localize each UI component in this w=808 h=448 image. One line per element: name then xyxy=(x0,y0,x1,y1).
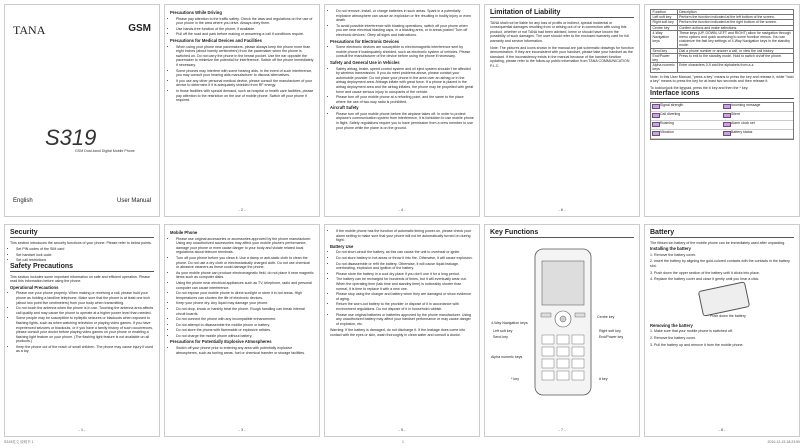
list-item: • Keep your phone dry. Any liquid may damage your phone. xyxy=(176,301,314,306)
list-item: • Some phones may interfere with some hearing aids. In the event of such interference, you may consult your hearing aids manufacturer to discuss alternatives. xyxy=(176,69,314,78)
list-item: • Please use original batteries or batteries approved by the phone manufacturer. Using any unauthorized battery may affect your handset performance or may cause danger of explosion, etc. xyxy=(336,313,474,327)
section-title: Mobile Phone xyxy=(170,230,198,235)
paragraph: Note: The pictures and icons shown in the manual are just schematic drawings for function demonstration. If they are inconsistent with your handset, please take your handset as the standard. If the inconsistency exists in the manual because of the handset function updating, please refer to the follow-up public information from TANA COMMUNICATION P.L.C. xyxy=(490,45,634,68)
table-header: Function xyxy=(651,10,678,15)
figure-caption: Push down the battery xyxy=(710,313,746,318)
list-item: • Do not attempt to disassemble the mobile phone or battery. xyxy=(176,323,314,328)
section-title: Operational Precautions xyxy=(10,284,59,290)
page-number: - 1 - xyxy=(78,427,86,433)
label-right-soft-key: Right soft key xyxy=(599,329,621,333)
cover-model: S319 xyxy=(45,125,97,150)
list-item: • Return the worn-out battery to the provider or dispose of it in accordance with environment regulations. Do not dispose of it in household rubbish. xyxy=(336,302,474,311)
left-soft-key xyxy=(541,313,551,317)
list-item: • Do not store battery in hot areas or throw it into fire. Otherwise, it will cause explosion. xyxy=(336,256,474,261)
paragraph: TANA shall not be liable for any loss of profits or indirect, special incidental or consequential damages resulting from or arising out of or in connection with using this product, whether or not TANA had been advised, knew or should have known the possibility of such damages. The user should refer to the enclosed warranty card for full warranty and service information. xyxy=(490,20,629,43)
label-left-soft-key: Left soft key xyxy=(493,329,513,333)
step: 2. Remove the battery cover. xyxy=(650,335,696,340)
page-1 xyxy=(4,224,160,437)
section-title: Precautions for Medical Devices and Facilities xyxy=(170,37,262,43)
list-item: • Set PIN codes of the SIM card xyxy=(16,247,154,252)
print-footer-center: 1 xyxy=(402,440,404,444)
section-heading: Battery xyxy=(650,231,794,238)
print-footer-right: 2010-12-15 18:23:50 xyxy=(767,440,800,444)
page-number: - 4 - xyxy=(398,207,406,213)
step: 3. Push down the upper section of the battery until it clicks into place. xyxy=(650,270,760,275)
cover-manual-label: User Manual xyxy=(116,198,151,204)
paragraph: This section introduces the security functions of your phone. Please refer to below points. xyxy=(10,240,152,245)
page-number: - 8 - xyxy=(718,427,726,433)
list-item: • Some electronic devices are susceptible to electromagnetic interference sent by mobile phone if inadequately shielded, such as electronic system of vehicles. Please consult the manufacturer of the device before using the phone if necessary. xyxy=(336,45,474,59)
step: 4. Replace the battery cover and close it gently until you hear a click. xyxy=(650,277,760,282)
section-heading: Key Functions xyxy=(490,231,634,238)
page-number: - 2 - xyxy=(238,207,246,213)
paragraph: This section includes some important information on safe and efficient operation. Please read this information before using the phone. xyxy=(10,274,150,284)
list-item: • Use hands-free function of the phone, if available. xyxy=(176,27,314,32)
list-item: • If you use any other personal medical device, please consult the manufacturer of your device to determine if it is adequately shielded from RF energy. xyxy=(176,79,314,88)
list-item: • Please use your phone properly. When making or receiving a call, please hold your phone as holding a landline telephone. Make sure that the phone is at least one inch (about two point five centimeters) from your body when transmitting. xyxy=(16,291,154,305)
table-row: 4-Way Navigation keys These keys (UP, DOWN, LEFT and RIGHT) allow for navigation through menu options and quick accessing to some function menus. You can customize the fast key settings of 4-Way Navigation keys in the standby mode. xyxy=(651,30,794,48)
list-item: • Please store the battery in a cool dry place if you don't use it for a long period. xyxy=(336,272,474,277)
section-title: Installing the battery xyxy=(650,246,691,252)
page-8 xyxy=(644,224,800,437)
table-row: Send key Dial a phone number or answer a call, or view the call history. xyxy=(651,48,794,53)
paragraph: Note: In this User Manual, "press a key" means to press the key and release it, while "hold a key" means to press the key for at least two seconds and then release it. xyxy=(650,74,794,84)
step: 3. Pull the battery up and remove it from the mobile phone. xyxy=(650,342,744,347)
phone-diagram xyxy=(533,247,593,397)
list-item: • Please turn off your mobile phone at a refueling point, and the same to the place where the use of two-way radio is prohibited. xyxy=(336,95,474,104)
step: 1. Remove the battery cover. xyxy=(650,252,696,257)
section-heading: Security xyxy=(10,231,154,238)
page-number: - 3 - xyxy=(238,427,246,433)
list-item: • Keep the phone out of the reach of small children. The phone may cause injury if used as a toy. xyxy=(16,345,154,354)
section-heading: Limitation of Liability xyxy=(490,11,634,18)
page-4 xyxy=(324,4,480,217)
list-item: • Safety airbag, brake, speed control system and oil eject system shouldn't be affected by wireless transmission. If you do meet problems above, please contact your automobile provider. Do not place your phone in the area over an airbag or in the airbag deployment area. Airbags inflate with great force. If a phone is placed in the airbag deployment area and the airbag inflates, the phone may be propelled with great force and cause serious injury to occupants of the vehicle. xyxy=(336,67,474,95)
section-title: Battery Use xyxy=(330,243,354,249)
list-item: • Do not disassemble or refit the battery. Otherwise, it will cause liquid leakage, overheating, explosion and ignition of the battery. xyxy=(336,262,474,271)
section-heading: Interface icons xyxy=(650,92,794,99)
section-title: Safety and General Use in Vehicles xyxy=(330,59,400,65)
list-item: • Do not connect the phone with any incompatible enhancement. xyxy=(176,317,314,322)
list-item: • Do not drop, knock or harshly treat the phone. Rough handling can break internal circuit boards. xyxy=(176,307,314,316)
section-heading: Safety Precautions xyxy=(10,265,154,272)
list-item: • Do not store the phone with flammable or explosive articles. xyxy=(176,328,314,333)
battery-illustration xyxy=(698,281,750,316)
list-item: • In those facilities with special demand, such as hospital or health care facilities, please pay attention to the restriction on the use of mobile phone. Switch off your phone if required. xyxy=(176,89,314,103)
page-number: - 6 - xyxy=(558,207,566,213)
section-title: Precautions for Potentially Explosive Atmospheres xyxy=(170,339,272,345)
paragraph: The lithium ion battery of the mobile phone can be immediately used after unpacking. xyxy=(650,240,786,245)
step: 1. Make sure that your mobile phone is switched off. xyxy=(650,329,733,334)
section-title: Removing the battery xyxy=(650,322,693,328)
list-item: • If the mobile phone has the function of automatic timing power-on, please check your alarm setting to make sure that your phone will not be automatically turned on during flight. xyxy=(336,229,474,243)
function-table xyxy=(650,9,794,73)
label-end-key: End/Power key xyxy=(599,335,624,339)
list-item: • To avoid possible interference with blasting operations, switch off your phone when you are near electrical blasting caps, in a blasting area, or in areas posted 'Turn off electronic devices.' Obey all signs and instructions. xyxy=(336,24,474,38)
section-title: Precautions for Electronic Devices xyxy=(330,38,400,44)
list-item: • Using the phone near electrical appliances such as TV, telephone, radio and personal computer can cause interference. xyxy=(176,281,314,290)
centre-key xyxy=(560,316,566,322)
page-number: - 7 - xyxy=(558,427,566,433)
list-item: • Pull off the road and park before making or answering a call if conditions require. xyxy=(176,32,314,37)
list-item: • Do not expose your mobile phone to direct sunlight or store it in hot areas. High temperatures can shorten the life of electronic devices. xyxy=(176,291,314,300)
list-item: • When using your phone near pacemakers, please always keep the phone more than eight inches (about twenty centimeters) from the pacemaker when the phone is switched on. Do not carry the phone in the breast pocket. Use the ear opposite the pacemaker to minimize the potential for interference. Switch off the phone immediately if necessary. xyxy=(176,45,314,68)
list-item: • Do not remove, install, or charge batteries in such areas. Spark in a potentially explosive atmosphere can cause an explosion or fire resulting in bodily injury or even death. xyxy=(336,9,474,23)
page-number: - 5 - xyxy=(398,427,406,433)
cover-subtitle: GSM Dual-band Digital Mobile Phone xyxy=(75,149,135,153)
section-title: Aircraft Safety xyxy=(330,105,359,111)
table-row: Left soft key Perform the function indicated at the left bottom of the screen. xyxy=(651,15,794,20)
label-send-key: Send key xyxy=(493,335,508,339)
right-soft-key xyxy=(575,313,585,317)
page-7 xyxy=(484,224,640,437)
list-item: • Turn off your phone before you clean it. Use a damp or anti-static cloth to clean the phone. Do not use a dry cloth or electrostatically charged cloth. Do not use chemical or abrasive cleaners as these could damage the phone. xyxy=(176,256,314,270)
section-title: Precautions While Driving xyxy=(170,10,222,15)
table-row: End/Power key Press to exit to the standby mode. Hold to switch on/off the phone. xyxy=(651,53,794,62)
print-footer-left: S319英文 说明书 1 xyxy=(4,440,34,444)
list-item: • Please stop using the charger and battery when they are damaged or show evidence of aging. xyxy=(336,292,474,301)
phone-screen xyxy=(542,261,584,305)
step: 2. Insert the battery by aligning the gold-colored contacts with the contacts in the battery slot. xyxy=(650,259,790,268)
list-item: • Do not short-circuit the battery, as this can cause the unit to overheat or ignite. xyxy=(336,250,474,255)
label-alpha-keys: Alpha numeric keys xyxy=(491,355,523,359)
label-centre-key: Centre key xyxy=(597,315,615,319)
page-function-table xyxy=(644,4,800,217)
list-item: • Please use original accessories or accessories approved by the phone manufacturer. Using any unauthorized accessories may affect your mobile phone's performance, damage your phone or even cause danger to your body and violate related local regulations about telecom terminals. xyxy=(176,237,314,255)
warning-text: Warning: If the battery is damaged, do not discharge it. If the leakage does come into contact with the eyes or skin, wash thoroughly in clean water and consult a doctor. xyxy=(330,328,466,337)
table-row: Alpha numeric keys Enter characters 0-9 and the alphabets from a-z. xyxy=(651,63,794,72)
list-item: • Do not touch the antenna when the phone is in use. Touching the antenna area affects call quality and may cause the phone to operate at a higher power level than needed. xyxy=(16,306,154,315)
label-nav-keys: 4-Way Navigation keys xyxy=(491,321,528,325)
paragraph: To lock/unlock the keypad, press the # key and then the * key. xyxy=(650,85,749,90)
list-item: • The battery can be recharged for hundreds of times, but it will eventually wear out. When the operating time (talk time and standby time) is noticeably shorter than normal, it is time to replace it with a new one. xyxy=(336,277,474,291)
page-3 xyxy=(164,224,320,437)
list-item: • Do not charge the mobile phone without battery. xyxy=(176,334,314,339)
label-hash-key: # key xyxy=(599,377,608,381)
list-item: • Switch off your phone prior to entering any area with potentially explosive atmospheres, such as fueling areas, fuel or chemical transfer or storage facilities. xyxy=(176,346,314,355)
page-5 xyxy=(324,224,480,437)
list-item: • Set call restrictions xyxy=(16,258,154,263)
cover-network: GSM xyxy=(128,23,151,34)
cover-language: English xyxy=(13,198,33,204)
cover-panel xyxy=(4,4,160,217)
list-item: • Some people may be susceptible to epileptic seizures or blackouts when exposed to flashing lights, such as when watching television or playing video games. If you have experienced seizures or blackouts, or if you have a family history of such occurrences, please consult your doctor before playing video games on your phone or enabling a flashing light feature on your phone. (The flashing light feature is not available on all products.) xyxy=(16,316,154,344)
label-star-key: * key xyxy=(511,377,519,381)
battery-figure xyxy=(650,284,794,322)
list-item: • As your mobile phone can produce electromagnetic field, do not place it near magnetic items such as computer disks. xyxy=(176,271,314,280)
cover-brand: TANA xyxy=(13,23,46,37)
page-6 xyxy=(484,4,640,217)
table-row: Centre key Confirm actions and make selections. xyxy=(651,25,794,30)
table-row: Right soft key Perform the function indicated at the right bottom of the screen. xyxy=(651,20,794,25)
list-item: • Set handset lock code. xyxy=(16,253,154,258)
list-item: • Please turn off your mobile phone before the airplane takes off. In order to protect airplane's communication system from interference, it is forbidden to use mobile phone in flight. Safety regulations require you to have permission from a crew member to use your phone while the plane is on the ground. xyxy=(336,112,474,130)
page-2 xyxy=(164,4,320,217)
icon-legend: Signal strength Incoming message Call diverting Silent Roaming Alarm clock set Vibration Battery status xyxy=(650,102,794,140)
list-item: • Please pay attention to the traffic safety. Check the laws and regulations on the use of your phone in the area where you drive. Always obey them. xyxy=(176,17,314,26)
table-header: Description xyxy=(677,10,793,15)
